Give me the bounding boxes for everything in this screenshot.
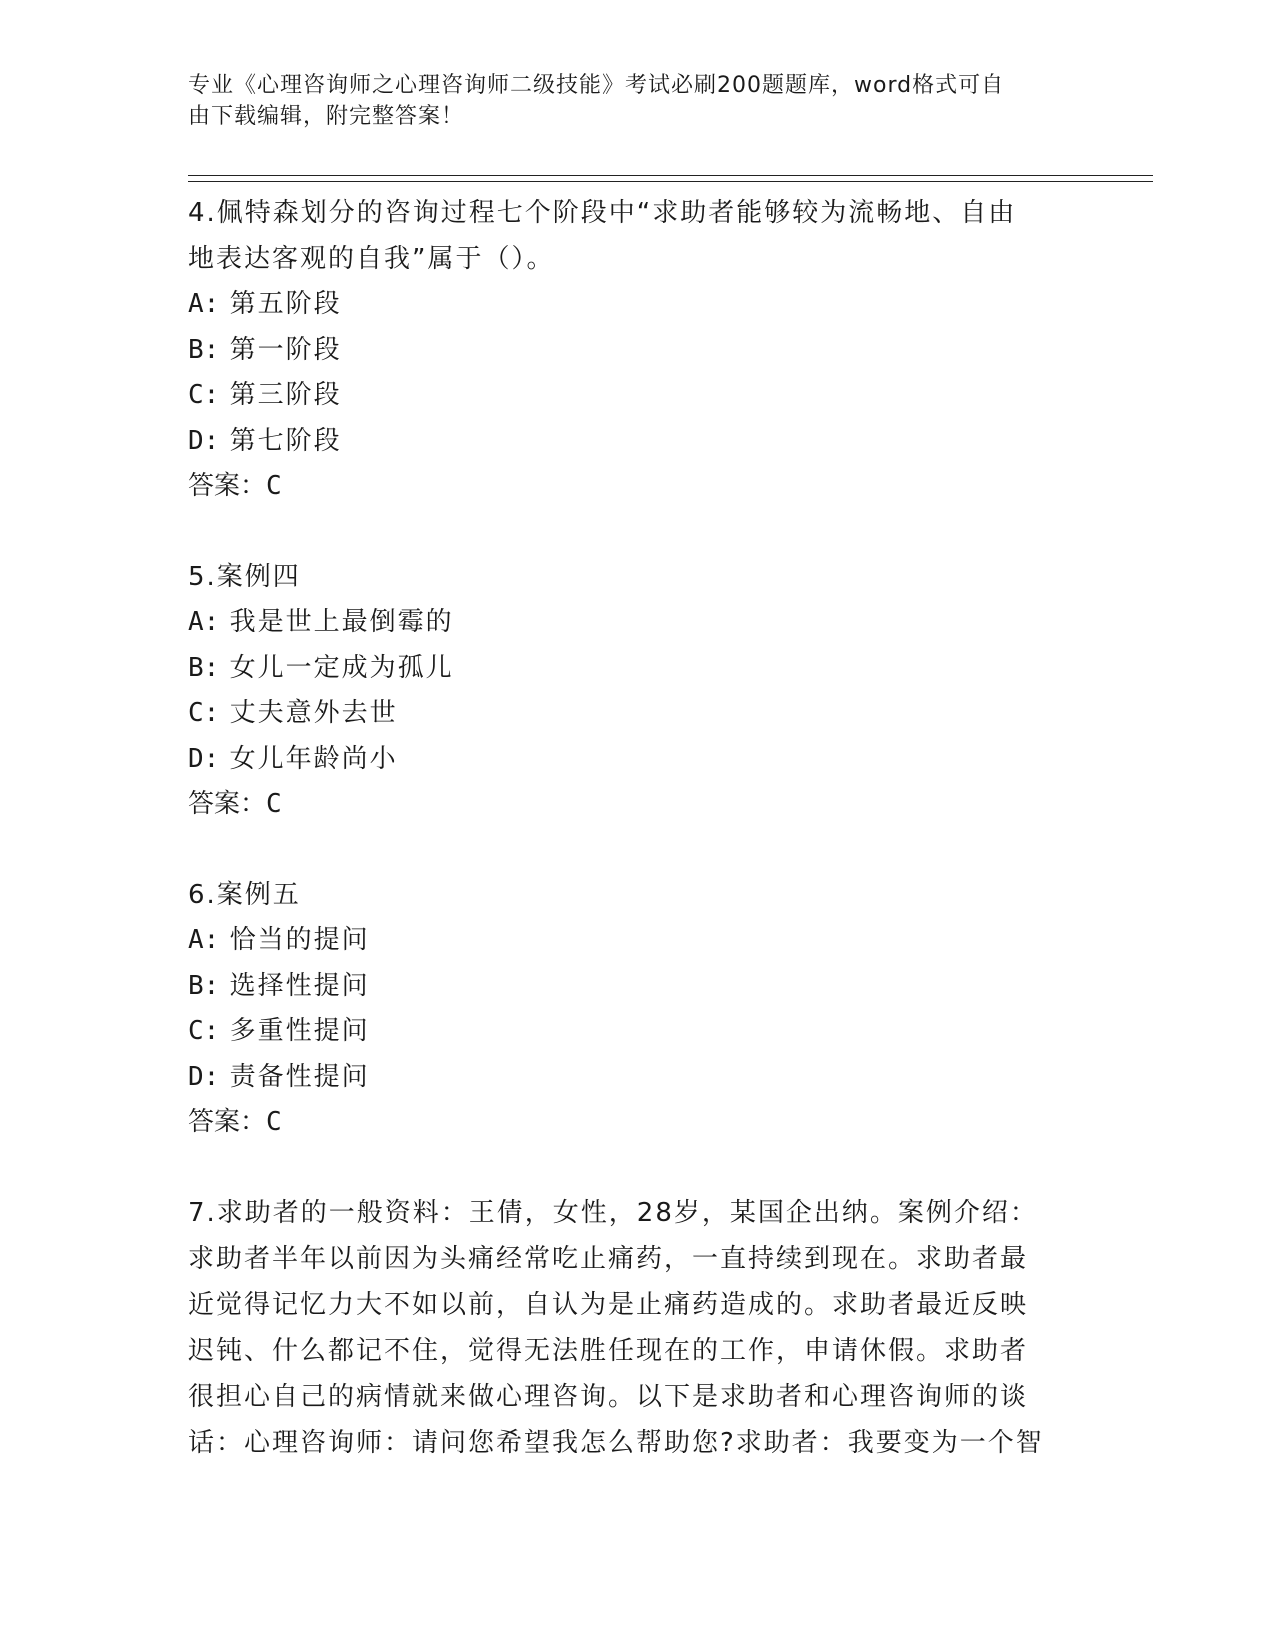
question-5 xyxy=(188,554,1068,827)
option-d xyxy=(188,1055,1068,1101)
option-text: 我是世上最倒霉的 xyxy=(229,607,454,637)
option-b xyxy=(188,646,1068,692)
option-letter: C: xyxy=(188,698,220,728)
option-a xyxy=(188,282,1068,328)
answer-line xyxy=(188,1100,1068,1145)
question-text-line: 话：心理咨询师：请问您希望我怎么帮助您?求助者：我要变为一个智 xyxy=(188,1428,1044,1458)
option-letter: C: xyxy=(188,1016,220,1046)
spacer xyxy=(188,827,1068,872)
option-a xyxy=(188,600,1068,646)
option-a xyxy=(188,918,1068,964)
header-divider-top xyxy=(188,175,1153,176)
option-b xyxy=(188,964,1068,1010)
option-letter: A: xyxy=(188,925,220,955)
option-text: 女儿一定成为孤儿 xyxy=(229,652,454,683)
answer-line xyxy=(188,782,1068,827)
spacer xyxy=(188,509,1068,554)
option-letter: A: xyxy=(188,607,220,637)
answer-label: 答案： xyxy=(188,1107,267,1137)
spacer xyxy=(188,1145,1068,1190)
option-letter: D: xyxy=(188,1061,220,1092)
header-divider-bottom xyxy=(188,181,1153,182)
option-text: 第一阶段 xyxy=(229,334,342,365)
question-text-line: 求助者半年以前因为头痛经常吃止痛药，一直持续到现在。求助者最 xyxy=(188,1244,1029,1274)
option-text: 恰当的提问 xyxy=(229,925,370,955)
question-list xyxy=(188,190,1068,1466)
question-4 xyxy=(188,190,1068,509)
option-letter: C: xyxy=(188,380,220,410)
header-line-1: 专业《心理咨询师之心理咨询师二级技能》考试必刷200题题库，word格式可自 xyxy=(188,73,1005,98)
option-letter: B: xyxy=(188,334,220,365)
answer-line xyxy=(188,464,1068,509)
question-text-line: 很担心自己的病情就来做心理咨询。以下是求助者和心理咨询师的谈 xyxy=(188,1382,1029,1412)
question-6 xyxy=(188,872,1068,1145)
option-b xyxy=(188,328,1068,374)
answer-label: 答案： xyxy=(188,471,267,501)
question-text-line: 6.案例五 xyxy=(188,880,301,910)
option-text: 女儿年龄尚小 xyxy=(229,743,398,774)
option-letter: A: xyxy=(188,289,220,319)
question-text-line: 近觉得记忆力大不如以前，自认为是止痛药造成的。求助者最近反映 xyxy=(188,1290,1029,1320)
header-line-2: 由下载编辑，附完整答案！ xyxy=(188,104,465,129)
option-d xyxy=(188,737,1068,783)
option-letter: D: xyxy=(188,425,220,456)
option-letter: D: xyxy=(188,743,220,774)
question-7 xyxy=(188,1190,1068,1466)
option-text: 选择性提问 xyxy=(229,970,370,1001)
option-letter: B: xyxy=(188,970,220,1001)
option-text: 第三阶段 xyxy=(229,380,342,410)
question-text-line: 7.求助者的一般资料：王倩，女性，28岁，某国企出纳。案例介绍： xyxy=(188,1198,1038,1228)
question-text-line: 5.案例四 xyxy=(188,562,301,592)
option-c xyxy=(188,373,1068,419)
option-text: 责备性提问 xyxy=(229,1061,370,1092)
answer-value: C xyxy=(266,471,282,501)
question-text-line: 地表达客观的自我”属于（）。 xyxy=(188,244,555,274)
option-c xyxy=(188,691,1068,737)
answer-label: 答案： xyxy=(188,789,267,819)
option-text: 第五阶段 xyxy=(229,289,342,319)
question-text-line: 迟钝、什么都记不住，觉得无法胜任现在的工作，申请休假。求助者 xyxy=(188,1336,1029,1366)
option-text: 多重性提问 xyxy=(229,1016,370,1046)
answer-value: C xyxy=(266,1107,282,1137)
option-text: 丈夫意外去世 xyxy=(229,698,398,728)
question-text-line: 4.佩特森划分的咨询过程七个阶段中“求助者能够较为流畅地、自由 xyxy=(188,198,1017,228)
answer-value: C xyxy=(266,789,282,819)
option-d xyxy=(188,419,1068,465)
option-text: 第七阶段 xyxy=(229,425,342,456)
document-header xyxy=(188,70,1068,132)
option-c xyxy=(188,1009,1068,1055)
option-letter: B: xyxy=(188,652,220,683)
